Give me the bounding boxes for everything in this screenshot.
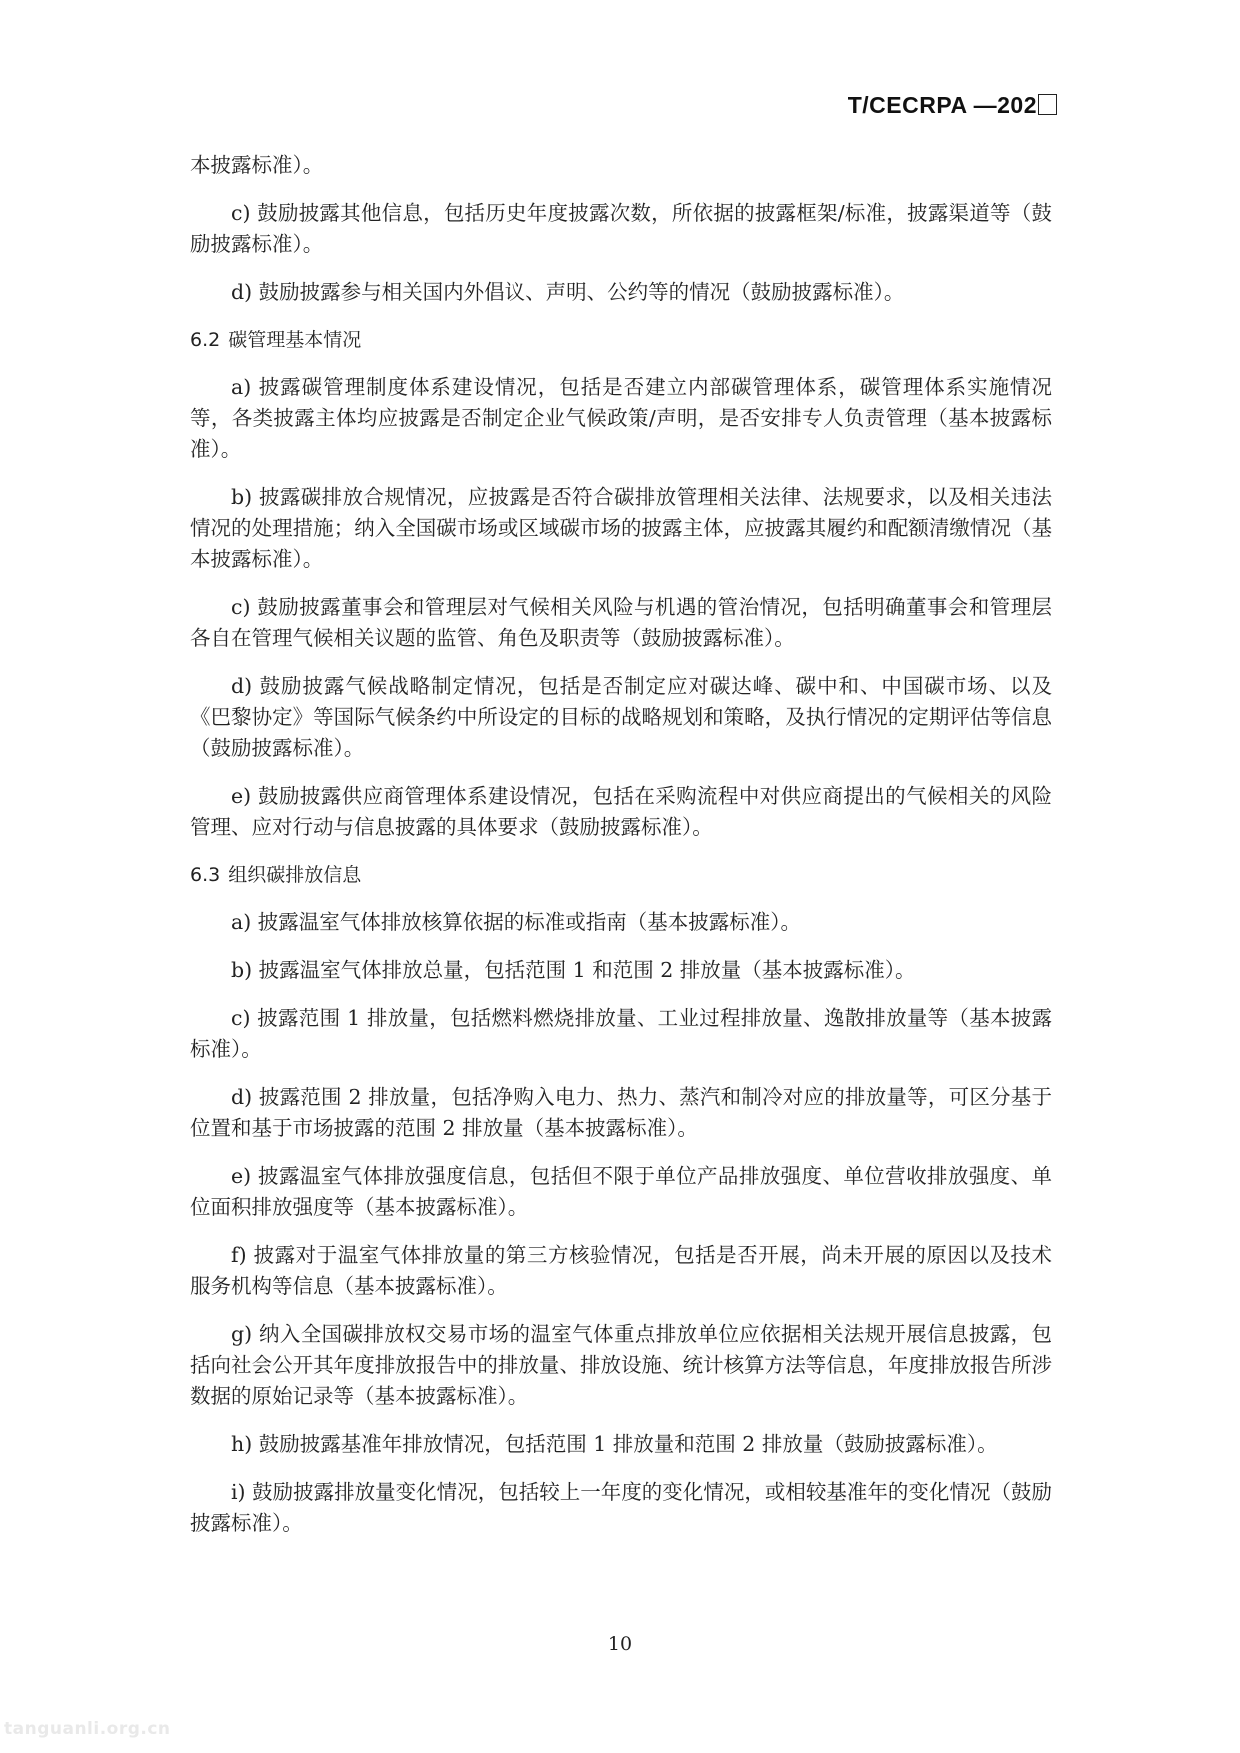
list-item: a) 披露碳管理制度体系建设情况，包括是否建立内部碳管理体系，碳管理体系实施情况等，各类披露主体均应披露是否制定企业气候政策/声明，是否安排专人负责管理（基本披露标准）。 [190, 375, 1052, 461]
list-item: f) 披露对于温室气体排放量的第三方核验情况，包括是否开展，尚未开展的原因以及技术服务机构等信息（基本披露标准）。 [190, 1243, 1052, 1298]
continued-paragraph: 本披露标准）。 [190, 153, 324, 177]
list-item: c) 鼓励披露董事会和管理层对气候相关风险与机遇的管治情况，包括明确董事会和管理层各自在管理气候相关议题的监管、角色及职责等（鼓励披露标准）。 [190, 595, 1052, 650]
page-number: 10 [607, 1633, 633, 1655]
section-heading-6-3 [190, 860, 1052, 891]
list-item: c) 鼓励披露其他信息，包括历史年度披露次数，所依据的披露框架/标准，披露渠道等（鼓励披露标准）。 [190, 201, 1052, 256]
list-item: i) 鼓励披露排放量变化情况，包括较上一年度的变化情况，或相较基准年的变化情况（鼓励披露标准）。 [190, 1480, 1052, 1535]
list-item: a) 披露温室气体排放核算依据的标准或指南（基本披露标准）。 [231, 910, 801, 934]
list-item: b) 披露碳排放合规情况，应披露是否符合碳排放管理相关法律、法规要求，以及相关违法情况的处理措施；纳入全国碳市场或区域碳市场的披露主体，应披露其履约和配额清缴情况（基本披露标准）。 [190, 485, 1052, 571]
placeholder-box-icon [1038, 94, 1057, 115]
list-item: h) 鼓励披露基准年排放情况，包括范围 1 排放量和范围 2 排放量（鼓励披露标准）。 [231, 1432, 998, 1456]
list-item: g) 纳入全国碳排放权交易市场的温室气体重点排放单位应依据相关法规开展信息披露，包括向社会公开其年度排放报告中的排放量、排放设施、统计核算方法等信息，年度排放报告所涉数据的原始记录等（基本披露标准）。 [190, 1322, 1052, 1408]
section-title: 碳管理基本情况 [228, 329, 362, 351]
section-heading-6-2 [190, 325, 1052, 356]
list-item: e) 鼓励披露供应商管理体系建设情况，包括在采购流程中对供应商提出的气候相关的风险管理、应对行动与信息披露的具体要求（鼓励披露标准）。 [190, 784, 1052, 839]
section-number: 6.2 [190, 329, 221, 351]
list-item: e) 披露温室气体排放强度信息，包括但不限于单位产品排放强度、单位营收排放强度、单位面积排放强度等（基本披露标准）。 [190, 1164, 1052, 1219]
list-item: d) 鼓励披露气候战略制定情况，包括是否制定应对碳达峰、碳中和、中国碳市场、以及《巴黎协定》等国际气候条约中所设定的目标的战略规划和策略，及执行情况的定期评估等信息（鼓励披露标准）。 [190, 674, 1052, 760]
document-header [848, 92, 1057, 119]
standard-year: —202 [973, 92, 1037, 118]
document-body [190, 150, 1052, 1556]
list-item: d) 披露范围 2 排放量，包括净购入电力、热力、蒸汽和制冷对应的排放量等，可区分基于位置和基于市场披露的范围 2 排放量（基本披露标准）。 [190, 1085, 1052, 1140]
list-item: d) 鼓励披露参与相关国内外倡议、声明、公约等的情况（鼓励披露标准）。 [231, 280, 905, 304]
section-number: 6.3 [190, 864, 221, 886]
standard-code: T/CECRPA [847, 92, 967, 118]
list-item: c) 披露范围 1 排放量，包括燃料燃烧排放量、工业过程排放量、逸散排放量等（基本披露标准）。 [190, 1006, 1052, 1061]
list-item: b) 披露温室气体排放总量，包括范围 1 和范围 2 排放量（基本披露标准）。 [231, 958, 916, 982]
section-title: 组织碳排放信息 [228, 864, 362, 886]
watermark: tanguanli.org.cn [4, 1719, 171, 1739]
